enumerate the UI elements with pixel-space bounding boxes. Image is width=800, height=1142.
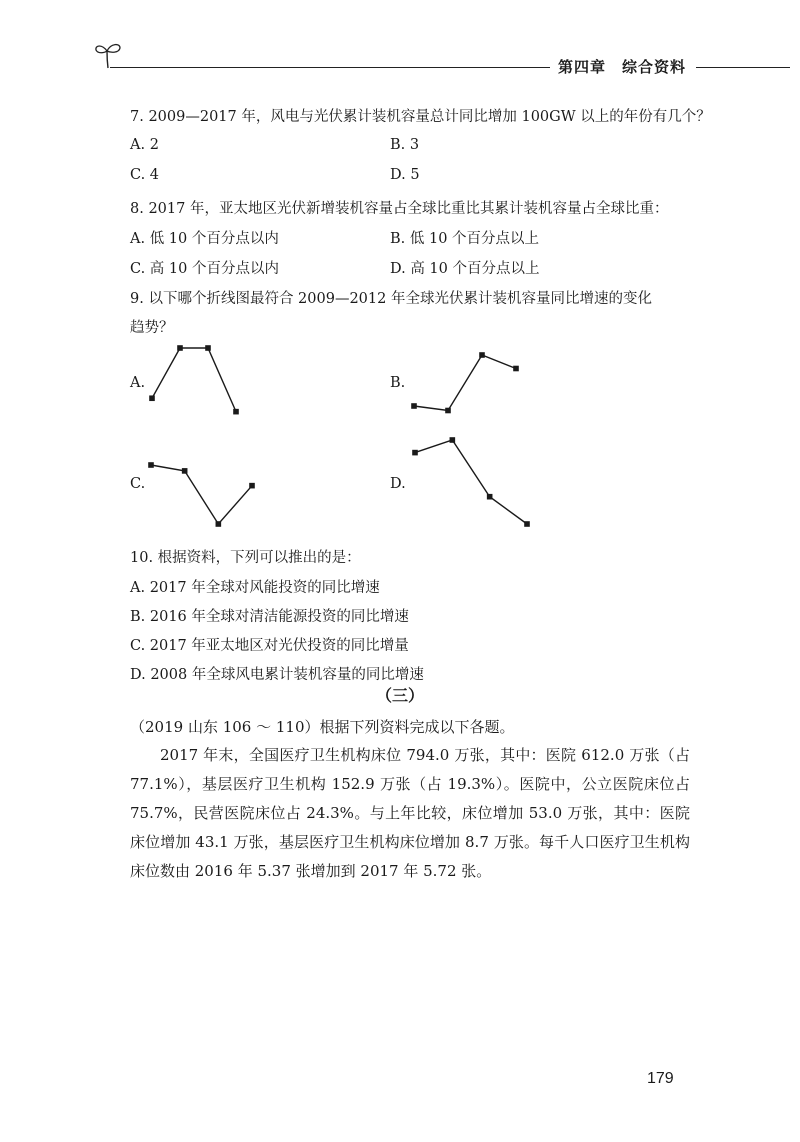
trend-line [414, 355, 516, 411]
q9-option-c[interactable]: C. [130, 476, 146, 492]
trend-line [152, 348, 236, 412]
data-point-2 [182, 468, 188, 474]
page-number: 179 [647, 1070, 674, 1087]
q8-option-d[interactable]: D. 高 10 个百分点以上 [390, 261, 540, 277]
line-chart-a[interactable] [149, 345, 239, 418]
q7-option-b[interactable]: B. 3 [390, 137, 420, 153]
data-point-2 [177, 345, 183, 351]
q9-option-d[interactable]: D. [390, 476, 406, 492]
data-point-2 [445, 408, 451, 414]
data-point-1 [149, 395, 155, 401]
trend-line [151, 465, 252, 524]
data-point-3 [205, 345, 211, 351]
q10-option-c[interactable]: C. 2017 年亚太地区对光伏投资的同比增量 [130, 638, 409, 654]
q9-option-a[interactable]: A. [130, 375, 146, 391]
trend-line [415, 440, 527, 524]
question-7-stem: 7. 2009—2017 年，风电与光伏累计装机容量总计同比增加 100GW 以上的年份有几个？ [130, 109, 711, 125]
q7-option-c[interactable]: C. 4 [130, 167, 160, 183]
sprout-icon [92, 40, 126, 70]
line-chart-d[interactable] [412, 437, 530, 527]
q8-option-b[interactable]: B. 低 10 个百分点以上 [390, 231, 540, 247]
line-chart-c[interactable] [148, 462, 255, 527]
q9-option-b[interactable]: B. [390, 375, 406, 391]
header-rule-right [696, 67, 790, 68]
data-point-1 [148, 462, 154, 468]
section-intro: （2019 山东 106 ～ 110）根据下列资料完成以下各题。 [130, 718, 515, 736]
question-9-stem-line1: 9. 以下哪个折线图最符合 2009—2012 年全球光伏累计装机容量同比增速的变化 [130, 291, 652, 307]
data-point-4 [524, 521, 530, 527]
data-point-4 [513, 366, 519, 372]
data-point-3 [479, 352, 485, 358]
line-chart-b[interactable] [411, 352, 519, 418]
question-10-stem: 10. 根据资料，下列可以推出的是： [130, 550, 361, 566]
data-point-3 [216, 521, 222, 527]
q7-option-a[interactable]: A. 2 [130, 137, 159, 153]
data-point-3 [487, 494, 493, 500]
q10-option-d[interactable]: D. 2008 年全球风电累计装机容量的同比增速 [130, 667, 424, 683]
section-title: （三） [375, 686, 424, 705]
data-point-4 [233, 409, 239, 415]
data-point-4 [249, 483, 255, 489]
q10-option-b[interactable]: B. 2016 年全球对清洁能源投资的同比增速 [130, 609, 409, 625]
q7-option-d[interactable]: D. 5 [390, 167, 420, 183]
question-8-stem: 8. 2017 年，亚太地区光伏新增装机容量占全球比重比其累计装机容量占全球比重： [130, 201, 669, 217]
question-9-stem-line2: 趋势？ [130, 320, 174, 336]
passage-text: 2017 年末，全国医疗卫生机构床位 794.0 万张，其中：医院 612.0 万张（占 77.1%），基层医疗卫生机构 152.9 万张（占 19.3%）。医院中，公立医院床位占 75.7%，民营医院床位占 24.3%。与上年比较，床位增加 53.0 万张，其中：医院床位增加 43.1 万张，基层医疗卫生机构床位增加 8.7 万张。每千人口医疗卫生机构床位数由 2016 年 5.37 张增加到 2017 年 5.72 张。 [130, 746, 690, 880]
q8-option-a[interactable]: A. 低 10 个百分点以内 [130, 231, 279, 247]
q10-option-a[interactable]: A. 2017 年全球对风能投资的同比增速 [130, 580, 380, 596]
q8-option-c[interactable]: C. 高 10 个百分点以内 [130, 261, 279, 277]
data-point-1 [411, 403, 417, 409]
header-rule-left [110, 67, 550, 68]
data-point-1 [412, 450, 418, 456]
chapter-title: 第四章 综合资料 [558, 58, 687, 76]
data-point-2 [450, 437, 456, 443]
